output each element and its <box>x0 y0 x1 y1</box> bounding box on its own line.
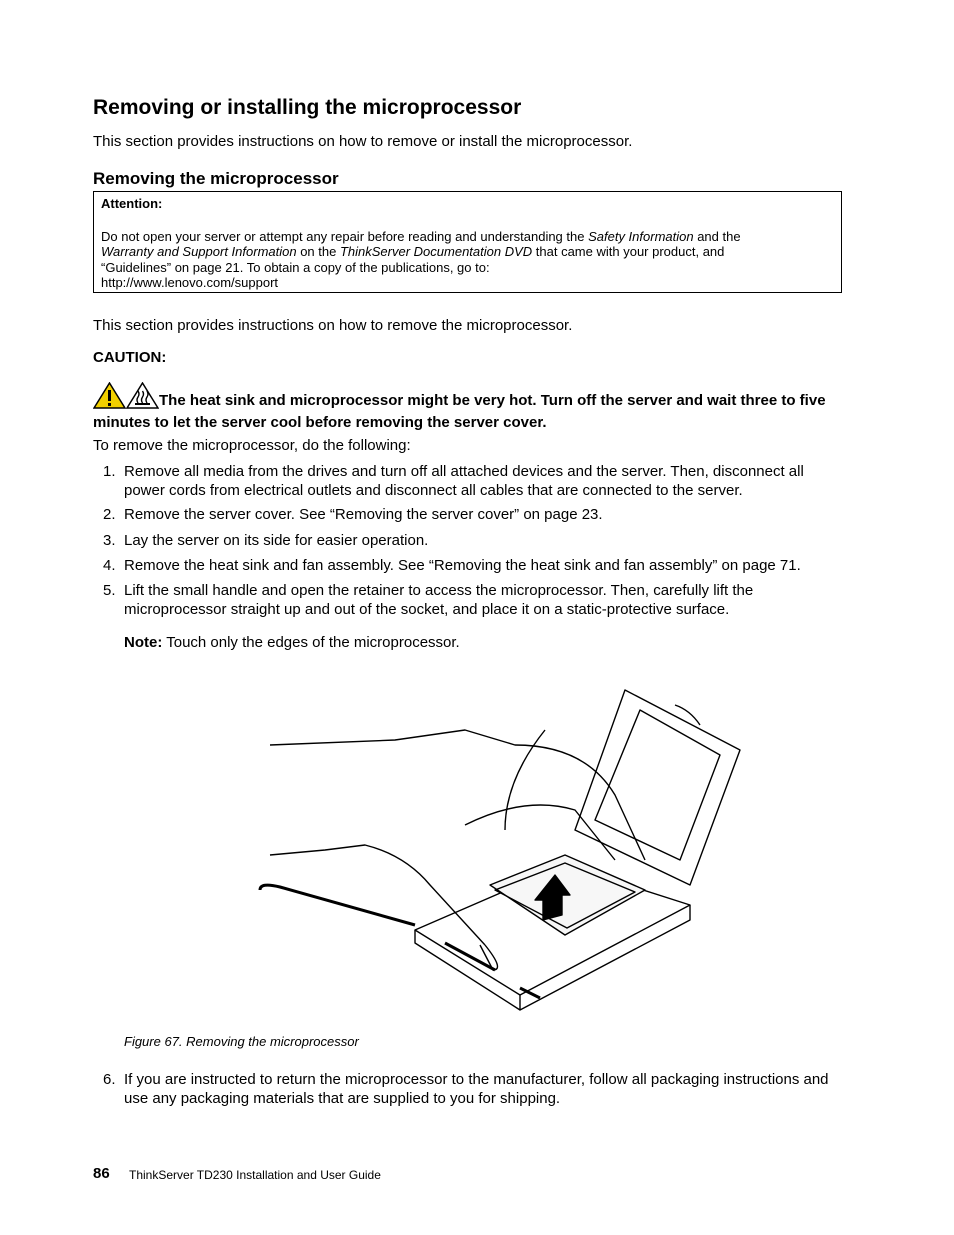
hot-surface-icon <box>126 382 159 414</box>
note: Note: Touch only the edges of the microprocessor. <box>124 634 460 651</box>
figure-caption: Figure 67. Removing the microprocessor <box>124 1034 359 1049</box>
attention-line-1: Do not open your server or attempt any repair before reading and understanding the Safety Information and the <box>101 228 741 244</box>
steps-intro: To remove the microprocessor, do the following: <box>93 437 411 454</box>
attention-title: Attention: <box>101 196 163 211</box>
attention-line-2: Warranty and Support Information on the ThinkServer Documentation DVD that came with your product, and <box>101 244 725 259</box>
support-link[interactable]: http://www.lenovo.com/support <box>101 275 279 290</box>
warning-triangle-icon <box>93 382 126 414</box>
caution-title: CAUTION: <box>93 349 167 366</box>
caution-text: The heat sink and microprocessor might be very hot. Turn off the server and wait three to five minutes to let the server cool before removing the server cover. <box>93 382 853 432</box>
subsection-title: Removing the microprocessor <box>93 169 339 188</box>
page-title: Removing or installing the microprocessor <box>93 96 522 119</box>
microprocessor-removal-illustration <box>255 685 745 1015</box>
footer-book-title: ThinkServer TD230 Installation and User Guide <box>129 1168 381 1182</box>
attention-line-3: “Guidelines” on page 21. To obtain a copy of the publications, go to: <box>101 259 490 275</box>
intro-paragraph: This section provides instructions on how to remove or install the microprocessor. <box>93 133 633 150</box>
page-number: 86 <box>93 1165 110 1182</box>
attention-box <box>93 191 842 293</box>
section-intro: This section provides instructions on how to remove the microprocessor. <box>93 317 573 334</box>
